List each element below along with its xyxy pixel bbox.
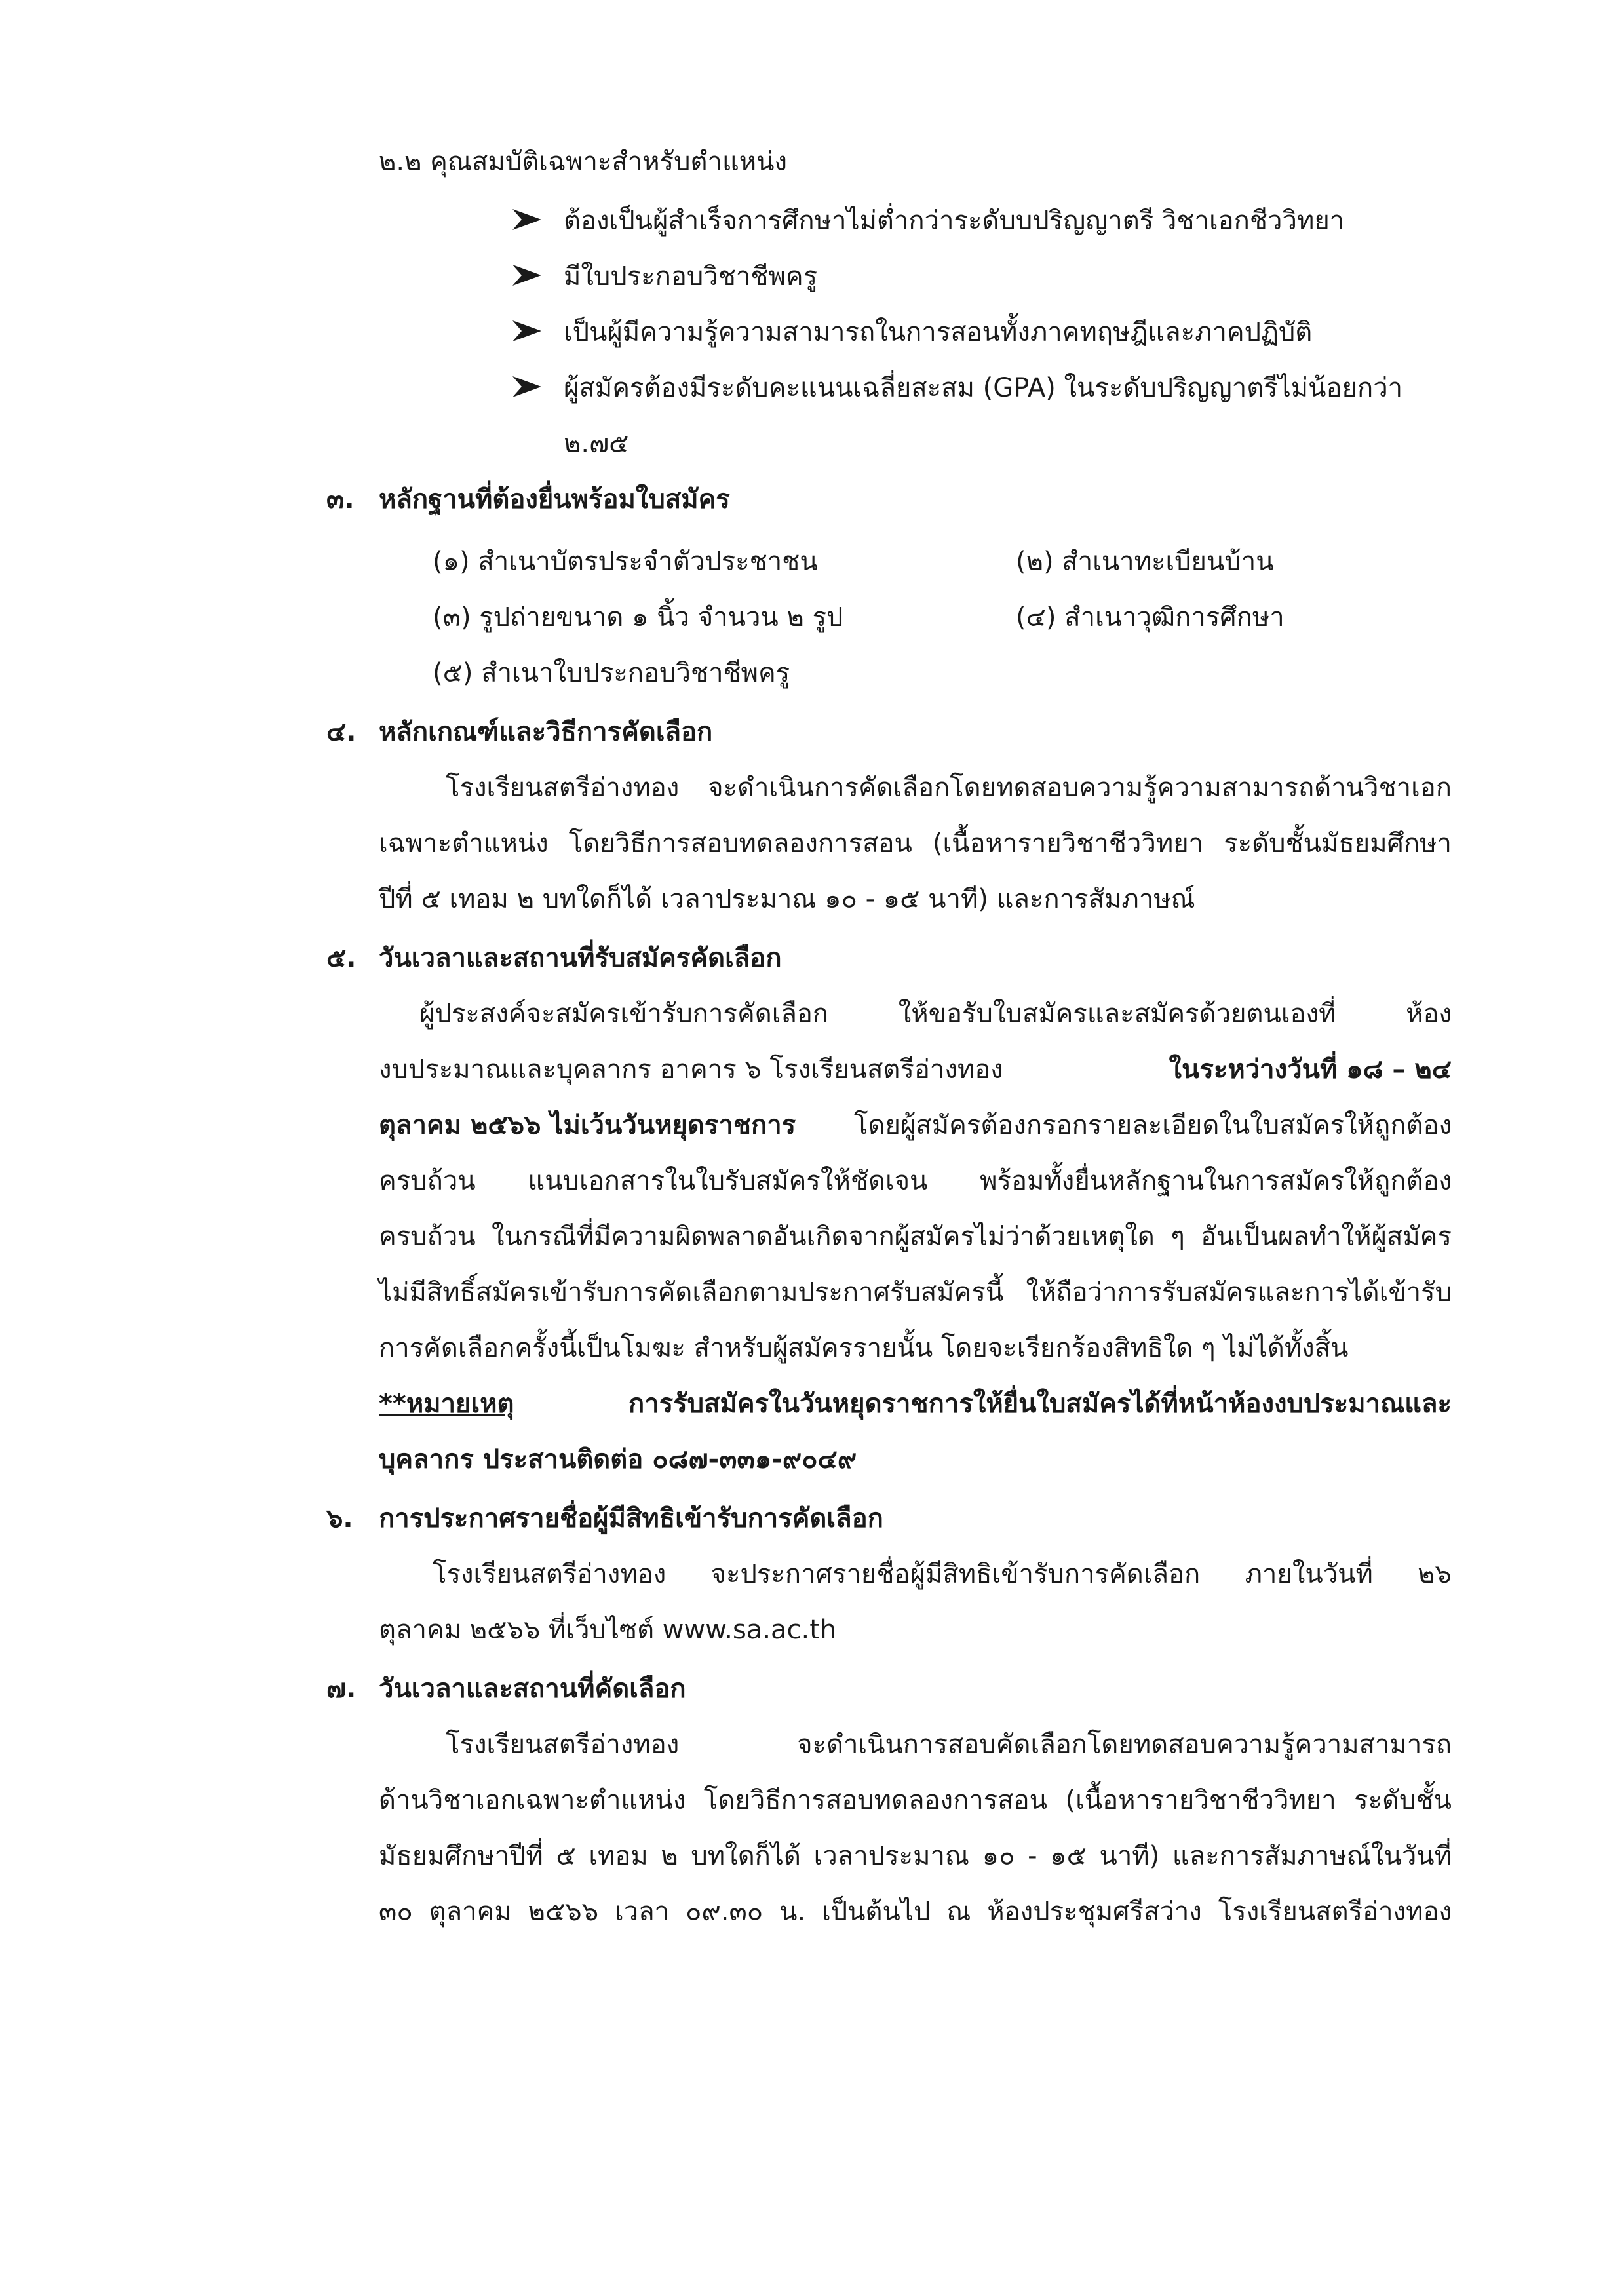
section-2-2-title: ๒.๒ คุณสมบัติเฉพาะสำหรับตำแหน่ง: [379, 147, 787, 177]
paragraph-text: งบประมาณและบุคลากร อาคาร ๖ โรงเรียนสตรีอ่างทอง: [379, 1055, 1003, 1085]
qualification-item: ผู้สมัครต้องมีระดับคะแนนเฉลี่ยสะสม (GPA) ในระดับปริญญาตรีไม่น้อยกว่า: [564, 373, 1403, 403]
section-title: วันเวลาและสถานที่รับสมัครคัดเลือก: [379, 943, 782, 973]
paragraph-line: ครบถ้วน ในกรณีที่มีความผิดพลาดอันเกิดจากผู้สมัครไม่ว่าด้วยเหตุใด ๆ อันเป็นผลทำให้ผู้สมัคร: [379, 1222, 1452, 1252]
note-text: การรับสมัครในวันหยุดราชการให้ยื่นใบสมัครได้ที่หน้าห้องงบประมาณและ: [628, 1389, 1452, 1419]
section-number: ๖.: [326, 1503, 353, 1534]
paragraph-line: มัธยมศึกษาปีที่ ๕ เทอม ๒ บทใดก็ได้ เวลาประมาณ ๑๐ - ๑๕ นาที) และการสัมภาษณ์ในวันที่: [379, 1841, 1452, 1871]
section-7-heading: [326, 1661, 686, 1716]
paragraph-line: ๓๐ ตุลาคม ๒๕๖๖ เวลา ๐๙.๓๐ น. เป็นต้นไป ณ ห้องประชุมศรีสว่าง โรงเรียนสตรีอ่างทอง: [379, 1897, 1452, 1927]
section-number: ๗.: [326, 1674, 357, 1704]
paragraph-line: ตุลาคม ๒๕๖๖ ที่เว็บไซต์ www.sa.ac.th: [379, 1615, 837, 1645]
note-line: บุคลากร ประสานติดต่อ ๐๘๗-๓๓๑-๙๐๔๙: [379, 1444, 857, 1475]
paragraph-line: ไม่มีสิทธิ์สมัครเข้ารับการคัดเลือกตามประกาศรับสมัครนี้ ให้ถือว่าการรับสมัครและการได้เข้ารับ: [379, 1277, 1452, 1308]
date-range-text: ในระหว่างวันที่ ๑๘ – ๒๔: [1169, 1055, 1452, 1085]
section-title: การประกาศรายชื่อผู้มีสิทธิเข้ารับการคัดเลือก: [379, 1503, 883, 1534]
paragraph-line: ผู้ประสงค์จะสมัครเข้ารับการคัดเลือก ให้ขอรับใบสมัครและสมัครด้วยตนเองที่ ห้อง: [419, 999, 1452, 1029]
document-item: (๕) สำเนาใบประกอบวิชาชีพครู: [433, 658, 790, 688]
section-6-heading: [326, 1491, 883, 1546]
section-number: ๓.: [326, 484, 355, 514]
section-title: วันเวลาและสถานที่คัดเลือก: [379, 1674, 686, 1704]
document-item: (๒) สำเนาทะเบียนบ้าน: [1016, 547, 1274, 577]
paragraph-line: โรงเรียนสตรีอ่างทอง จะดำเนินการสอบคัดเลือกโดยทดสอบความรู้ความสามารถ: [446, 1730, 1452, 1760]
paragraph-line: ปีที่ ๕ เทอม ๒ บทใดก็ได้ เวลาประมาณ ๑๐ - ๑๕ นาที) และการสัมภาษณ์: [379, 884, 1195, 914]
paragraph-line: โรงเรียนสตรีอ่างทอง จะประกาศรายชื่อผู้มีสิทธิเข้ารับการคัดเลือก ภายในวันที่ ๒๖: [433, 1559, 1452, 1589]
document-item: (๑) สำเนาบัตรประจำตัวประชาชน: [433, 547, 818, 577]
paragraph-line: [379, 1042, 1452, 1097]
section-title: หลักเกณฑ์และวิธีการคัดเลือก: [379, 717, 713, 747]
paragraph-line: เฉพาะตำแหน่ง โดยวิธีการสอบทดลองการสอน (เนื้อหารายวิชาชีววิทยา ระดับชั้นมัธยมศึกษา: [379, 828, 1452, 859]
paragraph-line: การคัดเลือกครั้งนี้เป็นโมฆะ สำหรับผู้สมัครรายนั้น โดยจะเรียกร้องสิทธิใด ๆ ไม่ได้ทั้งสิ้น: [379, 1333, 1349, 1363]
note-line: [379, 1376, 1452, 1431]
note-label: **หมายเหตุ: [379, 1389, 514, 1419]
section-title: หลักฐานที่ต้องยื่นพร้อมใบสมัคร: [379, 484, 730, 514]
paragraph-line: ด้านวิชาเอกเฉพาะตำแหน่ง โดยวิธีการสอบทดลองการสอน (เนื้อหารายวิชาชีววิทยา ระดับชั้น: [379, 1785, 1452, 1815]
qualification-item: เป็นผู้มีความรู้ความสามารถในการสอนทั้งภาคทฤษฎีและภาคปฏิบัติ: [564, 317, 1313, 347]
document-item: (๔) สำเนาวุฒิการศึกษา: [1016, 602, 1285, 632]
document-item: (๓) รูปถ่ายขนาด ๑ นิ้ว จำนวน ๒ รูป: [433, 602, 843, 632]
section-number: ๔.: [326, 717, 357, 747]
section-5-heading: [326, 931, 782, 986]
qualification-item: มีใบประกอบวิชาชีพครู: [564, 262, 818, 292]
paragraph-line: โรงเรียนสตรีอ่างทอง จะดำเนินการคัดเลือกโดยทดสอบความรู้ความสามารถด้านวิชาเอก: [446, 773, 1452, 803]
qualification-item: ต้องเป็นผู้สำเร็จการศึกษาไม่ต่ำกว่าระดับบปริญญาตรี วิชาเอกชีววิทยา: [564, 206, 1345, 236]
qualification-item-continued: ๒.๗๕: [564, 429, 629, 459]
arrow-bullet-icon: [511, 374, 543, 400]
arrow-bullet-icon: [511, 206, 543, 233]
paragraph-line: [379, 1098, 1452, 1153]
paragraph-line: ครบถ้วน แนบเอกสารในใบรับสมัครให้ชัดเจน พร้อมทั้งยื่นหลักฐานในการสมัครให้ถูกต้อง: [379, 1166, 1452, 1196]
section-3-heading: [326, 472, 730, 527]
date-range-text: ตุลาคม ๒๕๖๖ ไม่เว้นวันหยุดราชการ: [379, 1110, 796, 1140]
arrow-bullet-icon: [511, 262, 543, 288]
paragraph-text: โดยผู้สมัครต้องกรอกรายละเอียดในใบสมัครให้ถูกต้อง: [853, 1110, 1452, 1140]
section-number: ๕.: [326, 943, 357, 973]
arrow-bullet-icon: [511, 318, 543, 344]
section-4-heading: [326, 705, 712, 760]
